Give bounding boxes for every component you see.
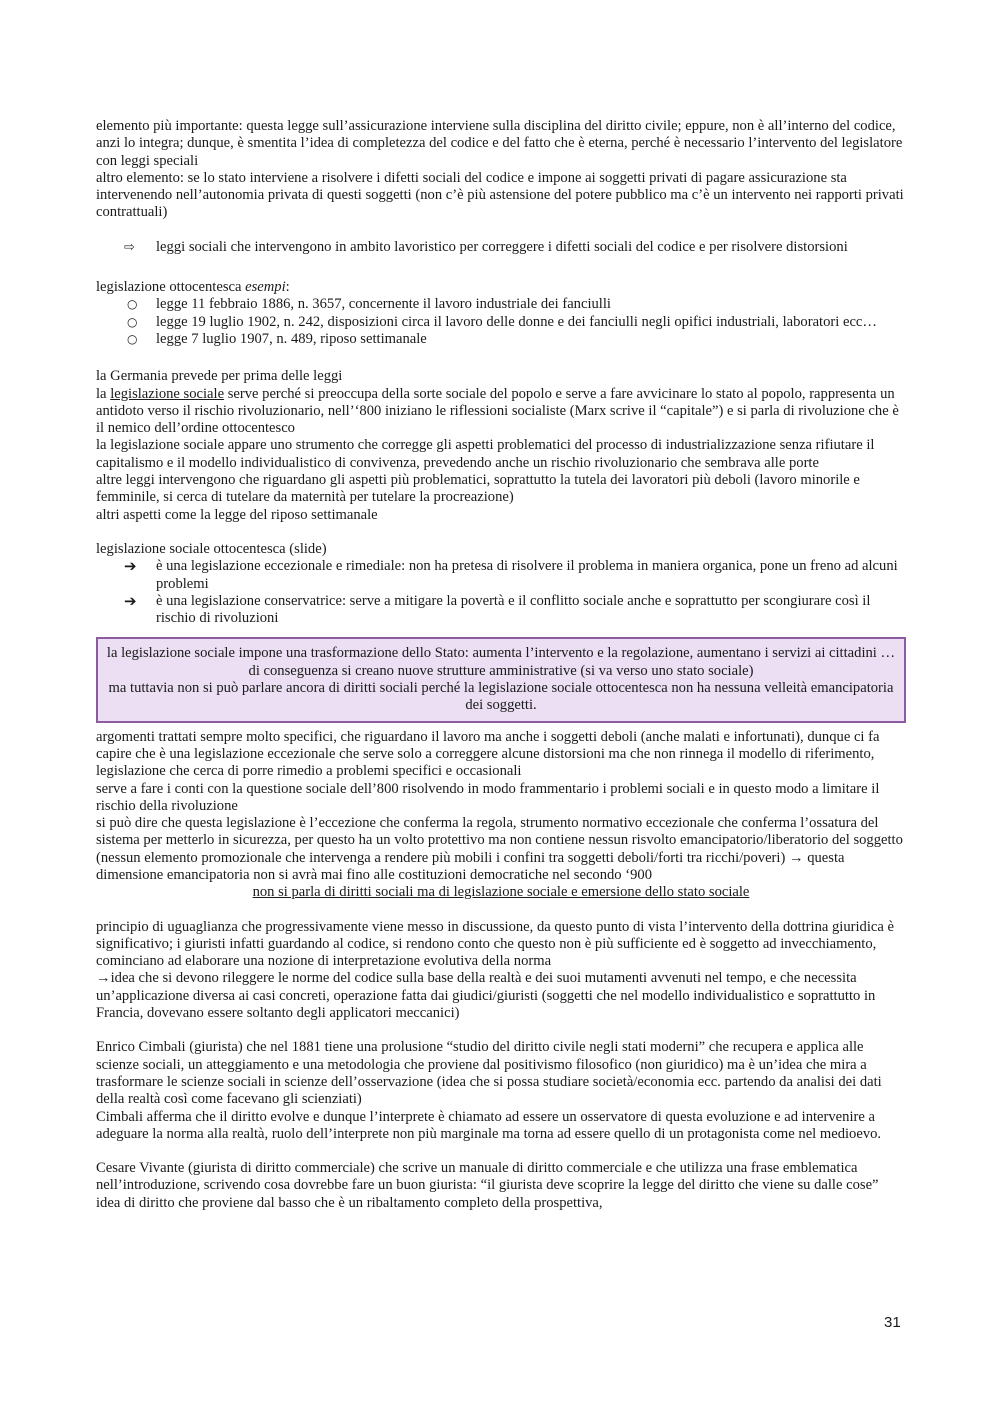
circle-bullet-icon: ○	[127, 331, 138, 346]
list-item: ○ legge 7 luglio 1907, n. 489, riposo settimanale	[127, 330, 427, 347]
paragraph: serve a fare i conti con la questione sociale dell’800 risolvendo in modo frammentario i problemi sociali e in questo modo a limitare il rischio della rivoluzione	[96, 780, 880, 814]
paragraph: Cimbali afferma che il diritto evolve e dunque l’interprete è chiamato ad essere un osservatore di questa evoluzione e ad intervenire a adeguare la norma alla realtà, ruolo dell’interprete non più marginale ma torna ad essere quello di un protagonista come nel medioevo.	[96, 1108, 882, 1142]
paragraph: argomenti trattati sempre molto specifici, che riguardano il lavoro ma anche i soggetti deboli (anche malati e infortunati), dunque ci fa capire che è una legislazione eccezionale che serve solo a correggere alcune distorsioni ma che non rinnega il modello di riferimento, legislazione che cerca di porre rimedio a problemi specifici e occasionali	[96, 728, 880, 780]
page-number: 31	[884, 1314, 901, 1331]
paragraph: la legislazione sociale appare uno strumento che corregge gli aspetti problematici del processo di industrializzazione senza rifiutare il capitalismo e il modello individualistico di convivenza, prevedendo anche un rischio rivoluzionario che sembrava alle porte	[96, 437, 875, 471]
paragraph: →idea che si devono rileggere le norme del codice sulla base della realtà e dei suoi mutamenti avvenuti nel tempo, e che necessita un’applicazione diversa ai casi concreti, operazione fatta dai giudici/giuristi (soggetti che nel modello individualistico e soprattutto in Francia, dovevano essere soltanto degli applicatori meccanici)	[96, 970, 876, 1022]
list-item: ⇨ leggi sociali che intervengono in ambito lavoristico per correggere i difetti sociali del codice e per risolvere distorsioni	[124, 238, 848, 255]
list-item: ➔ è una legislazione conservatrice: serve a mitigare la povertà e il conflitto sociale anche e soprattutto per scongiurare così il rischio di rivoluzioni	[124, 591, 871, 627]
list-heading: legislazione sociale ottocentesca (slide)	[96, 540, 327, 557]
slide-list	[96, 558, 906, 627]
bold-arrow-icon: ➔	[124, 557, 137, 576]
paragraph: Enrico Cimbali (giurista) che nel 1881 tiene una prolusione “studio del diritto civile negli stati moderni” che recupera e applica alle scienze sociali, un atteggiamento e una metodologia che proviene dal positivismo filosofico (non giuridico) ma è un’idea che mira a trasformare le scienze sociali in scienze dell’osservazione (idea che si possa studiare società/economia ecc. partendo da analisi dei dati della realtà così come facevano gli scienziati)	[96, 1039, 882, 1108]
paragraph: Cesare Vivante (giurista di diritto commerciale) che scrive un manuale di diritto commerciale e che utilizza una frase emblematica nell’introduzione, scrivendo cosa dovrebbe fare un buon giurista: “il giurista deve scoprire la legge del diritto che viene su dalle cose” idea di diritto che proviene dal basso che è un ribaltamento completo della prospettiva,	[96, 1160, 879, 1211]
list-item: ○ legge 11 febbraio 1886, n. 3657, concernente il lavoro industriale dei fanciulli	[127, 296, 611, 313]
laws-list	[96, 296, 906, 348]
highlight-box	[96, 637, 906, 722]
paragraph: si può dire che questa legislazione è l’eccezione che conferma la regola, strumento normativo eccezionale che conferma l’ossatura del sistema per metterlo in sicurezza, per questo ha un volto protettivo ma non contiene nessun risvolto emancipatorio/liberatorio del soggetto (nessun elemento promozionale che intervenga a rendere più mobili i confini tra soggetti deboli/forti tra ricchi/poveri) → questa dimensione emancipatoria non si avrà mai fino alle costituzioni democratiche nel secondo ‘900	[96, 815, 903, 883]
paragraph: altro elemento: se lo stato interviene a risolvere i difetti sociali del codice e impone ai soggetti privati di pagare assicurazione sta intervenendo nell’autonomia privata di questi soggetti (non c’è più astensione del potere pubblico ma c’è un intervento nei rapporti privati contrattuali)	[96, 169, 904, 221]
paragraph: la legislazione sociale serve perché si preoccupa della sorte sociale del popolo e serve a fare avvicinare lo stato al popolo, rappresenta un antidoto verso il rischio rivoluzionario, nell’‘800 iniziano le riflessioni socialiste (Marx scrive il “capitale”) e si parla di rivoluzione che è il nemico dell’ordine ottocentesco	[96, 385, 899, 437]
paragraph: altre leggi intervengono che riguardano gli aspetti più problematici, soprattutto la tutela dei lavoratori più deboli (lavoro minorile e femminile, si cerca di tutelare da maternità per tutelare la procreazione)	[96, 472, 860, 506]
paragraph: altri aspetti come la legge del riposo settimanale	[96, 506, 378, 523]
outline-arrow-icon: ⇨	[124, 239, 135, 255]
underlined-statement: non si parla di diritti sociali ma di legislazione sociale e emersione dello stato sociale	[252, 884, 750, 901]
bold-arrow-icon: ➔	[124, 591, 137, 610]
document-page	[96, 118, 906, 1212]
list-item: ○ legge 19 luglio 1902, n. 242, disposizioni circa il lavoro delle donne e dei fanciulli negli opifici industriali, laboratori ecc…	[127, 313, 877, 330]
box-text: ma tuttavia non si può parlare ancora di diritti sociali perché la legislazione sociale ottocentesca non ha nessuna velleità emancipatoria dei soggetti.	[108, 680, 894, 714]
paragraph: principio di uguaglianza che progressivamente viene messo in discussione, da questo punto di vista l’intervento della dottrina giuridica è significativo; i giuristi infatti guardando al codice, si rendono conto che questo non è più sufficiente ed è soggetto ad invecchiamento, cominciano ad elaborare una nozione di interpretazione evolutiva della norma	[96, 918, 894, 970]
bullet-list	[96, 239, 906, 256]
paragraph: elemento più importante: questa legge sull’assicurazione interviene sulla disciplina del diritto civile; eppure, non è all’interno del codice, anzi lo integra; dunque, è smentita l’idea di completezza del codice e del fatto che è eterna, perché è necessario l’intervento del legislatore con leggi speciali	[96, 118, 903, 169]
circle-bullet-icon: ○	[127, 314, 138, 329]
circle-bullet-icon: ○	[127, 297, 138, 312]
box-text: la legislazione sociale impone una trasformazione dello Stato: aumenta l’intervento e la regolazione, aumentano i servizi ai cittadini … di conseguenza si creano nuove strutture amministrative (si va verso uno stato sociale)	[106, 645, 896, 679]
list-heading: legislazione ottocentesca esempi:	[96, 279, 290, 296]
paragraph: la Germania prevede per prima delle leggi	[96, 368, 343, 385]
list-item: ➔ è una legislazione eccezionale e rimediale: non ha pretesa di risolvere il problema in maniera organica, pone un freno ad alcuni problemi	[124, 557, 898, 592]
